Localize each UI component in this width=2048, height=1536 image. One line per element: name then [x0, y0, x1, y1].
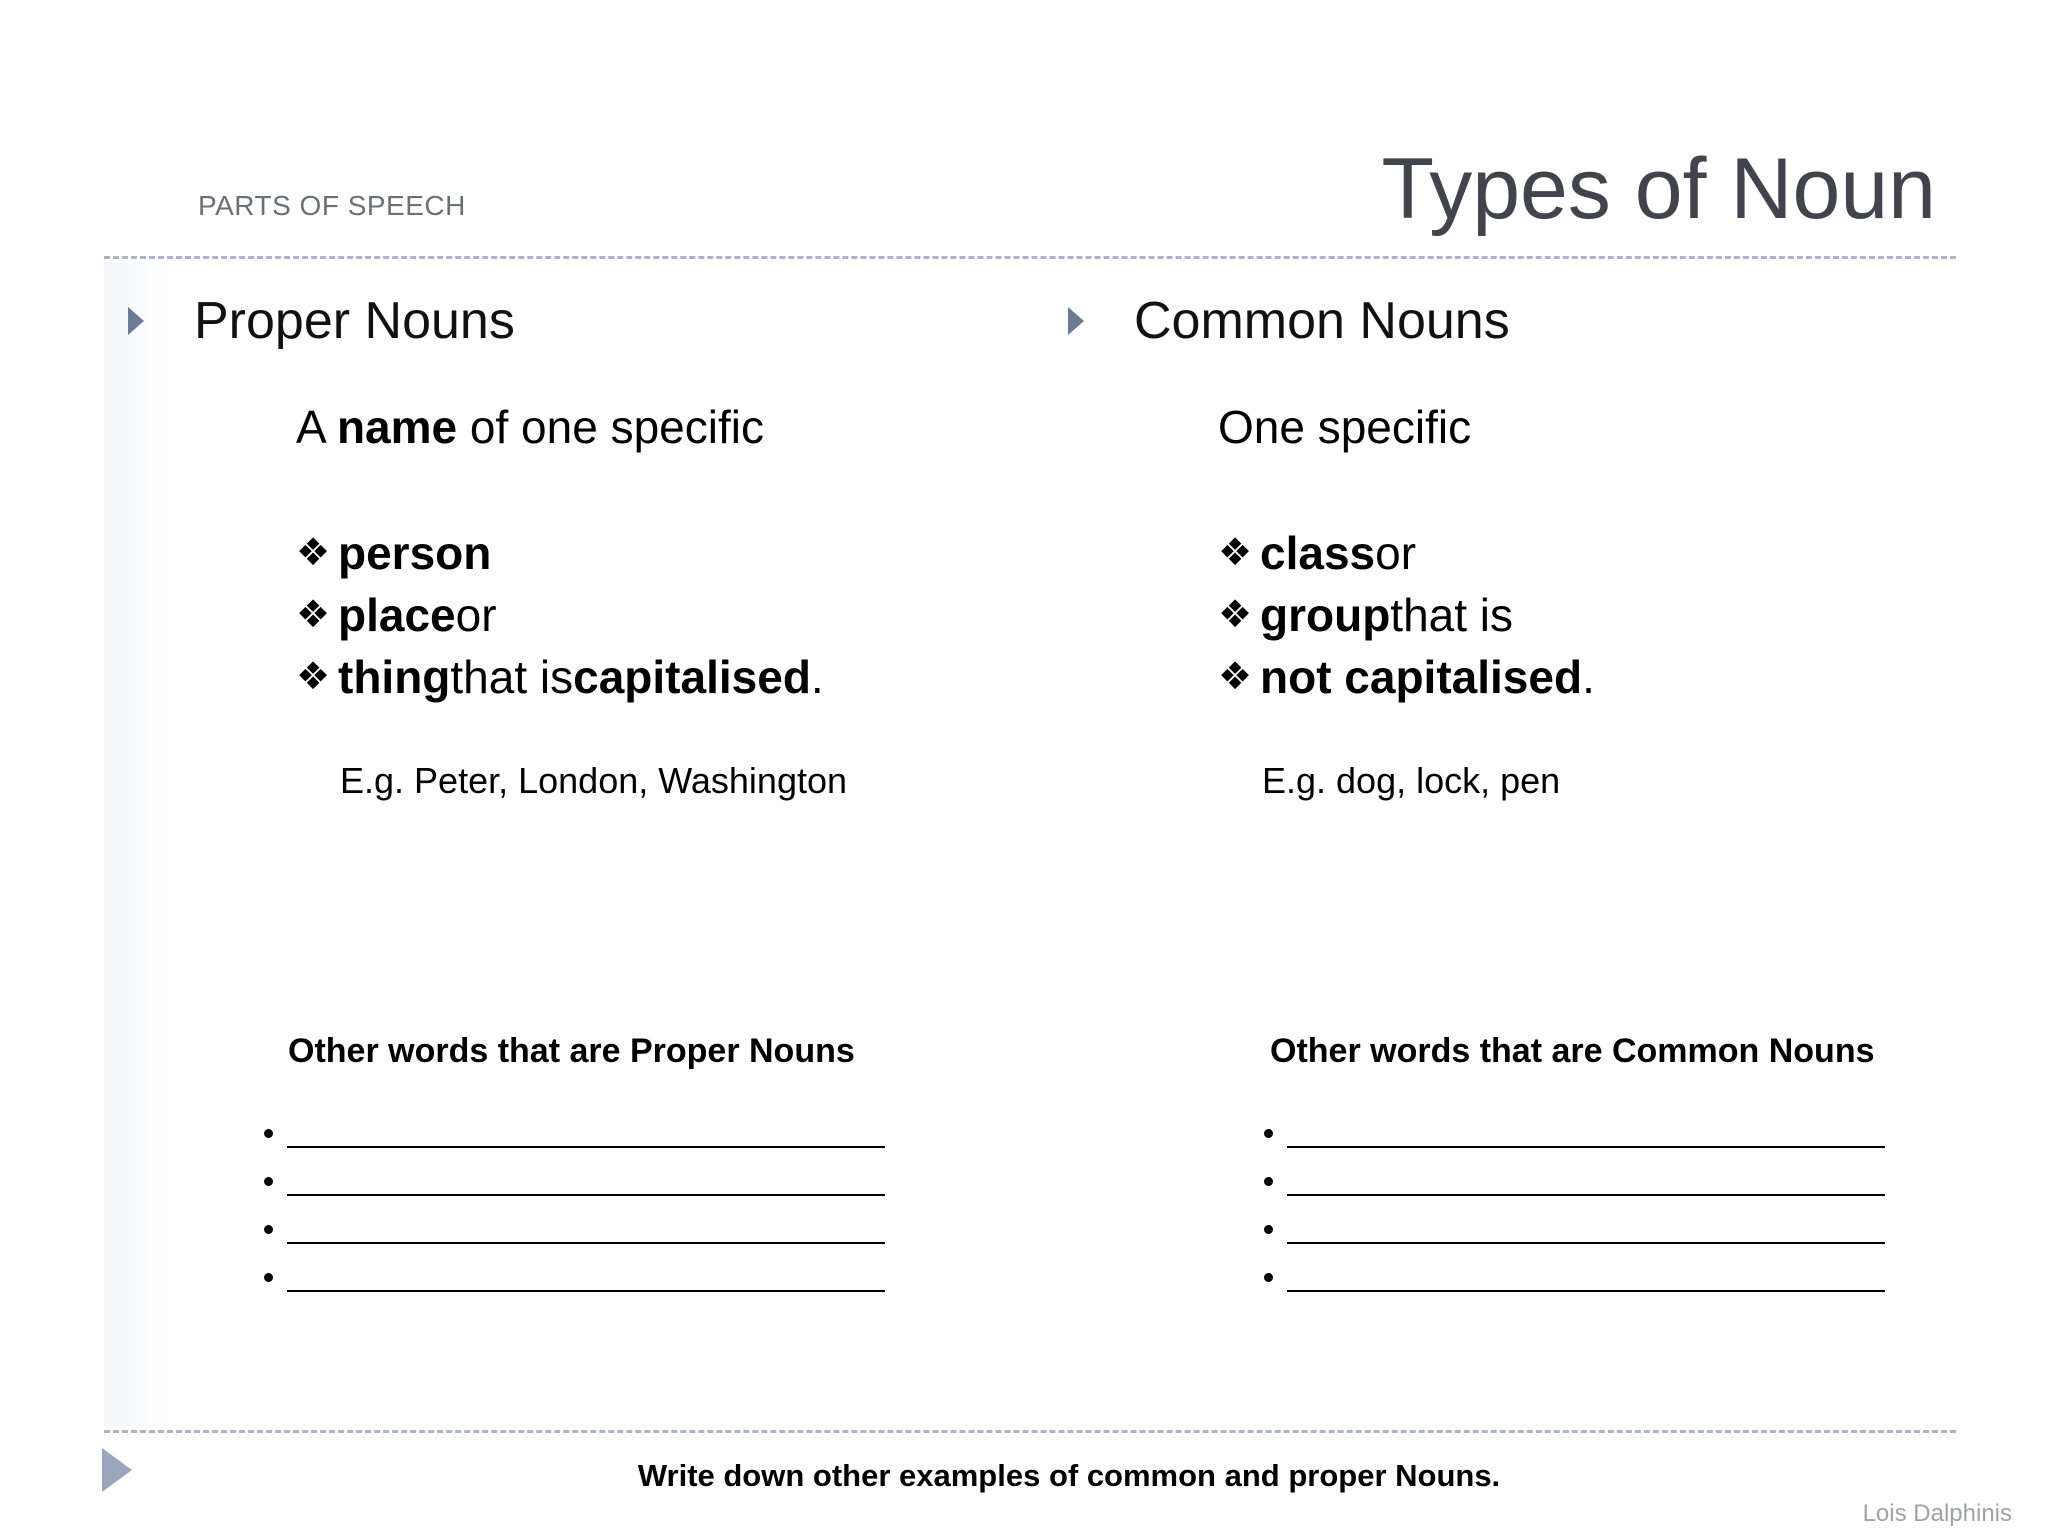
blank-line-item[interactable] [1264, 1158, 1904, 1206]
bullet-dot-icon [264, 1129, 273, 1138]
common-bullet-item [1218, 584, 1595, 646]
footer-instruction: Write down other examples of common and proper Nouns. [637, 1458, 1501, 1493]
bullet-dot-icon [264, 1225, 273, 1234]
blank-line-item[interactable] [1264, 1110, 1904, 1158]
proper-nouns-column [122, 286, 1002, 356]
common-bullet-list [1218, 522, 1595, 708]
common-bullet-bold: class [1260, 527, 1376, 579]
proper-bullet-bold: thing [338, 651, 451, 703]
diamond-bullet-icon: ❖ [296, 656, 331, 698]
common-nouns-column [1062, 286, 1942, 356]
proper-nouns-heading [122, 286, 1002, 356]
proper-bullet-item [296, 584, 824, 646]
proper-bullet-list [296, 522, 824, 708]
top-divider [104, 256, 1956, 259]
write-line[interactable] [1287, 1146, 1885, 1148]
common-definition [1218, 400, 1471, 454]
triangle-bullet-icon [1068, 307, 1084, 335]
blank-line-item[interactable] [1264, 1206, 1904, 1254]
diamond-bullet-icon: ❖ [296, 532, 331, 574]
common-bullet-item [1218, 522, 1595, 584]
proper-definition-pre: A [296, 401, 337, 453]
proper-nouns-heading-text: Proper Nouns [194, 292, 515, 350]
proper-bullet-bold: person [338, 527, 492, 579]
write-line[interactable] [287, 1290, 885, 1292]
proper-bullet-bold-2: capitalised [573, 651, 811, 703]
proper-bullet-rest: or [455, 589, 497, 641]
common-example: E.g. dog, lock, pen [1262, 760, 1561, 801]
bullet-dot-icon [264, 1177, 273, 1186]
proper-blank-list [264, 1110, 904, 1302]
common-bullet-rest: or [1375, 527, 1417, 579]
proper-bullet-item [296, 646, 824, 708]
blank-line-item[interactable] [1264, 1254, 1904, 1302]
bullet-dot-icon [1264, 1273, 1273, 1282]
blank-line-item[interactable] [264, 1206, 904, 1254]
common-bullet-end: . [1582, 651, 1595, 703]
common-bullet-bold: not capitalised [1260, 651, 1583, 703]
diamond-bullet-icon: ❖ [296, 594, 331, 636]
common-nouns-heading-text: Common Nouns [1134, 292, 1510, 350]
write-line[interactable] [287, 1146, 885, 1148]
slide-title: Types of Noun [1381, 141, 1936, 237]
common-bullet-item [1218, 646, 1595, 708]
write-line[interactable] [287, 1242, 885, 1244]
bullet-dot-icon [1264, 1177, 1273, 1186]
proper-definition [296, 400, 764, 454]
proper-bullet-end: . [810, 651, 824, 703]
bottom-divider [104, 1430, 1956, 1433]
proper-bullet-rest: that is [450, 651, 574, 703]
section-label: PARTS OF SPEECH [198, 190, 466, 221]
blank-line-item[interactable] [264, 1158, 904, 1206]
diamond-bullet-icon: ❖ [1218, 594, 1253, 636]
write-line[interactable] [287, 1194, 885, 1196]
common-definition-pre: One specific [1218, 401, 1472, 453]
proper-example: E.g. Peter, London, Washington [340, 760, 848, 801]
proper-other-heading: Other words that are Proper Nouns [288, 1032, 855, 1070]
proper-definition-post: of one specific [457, 401, 764, 453]
bullet-dot-icon [1264, 1129, 1273, 1138]
author-credit: Lois Dalphinis [1862, 1500, 2012, 1527]
write-line[interactable] [1287, 1242, 1885, 1244]
diamond-bullet-icon: ❖ [1218, 532, 1253, 574]
common-nouns-heading [1062, 286, 1942, 356]
proper-bullet-bold: place [338, 589, 456, 641]
proper-definition-bold: name [336, 401, 458, 453]
left-shade-band [104, 262, 166, 1426]
common-bullet-bold: group [1260, 589, 1391, 641]
bullet-dot-icon [264, 1273, 273, 1282]
proper-bullet-item [296, 522, 824, 584]
common-blank-list [1264, 1110, 1904, 1302]
triangle-bullet-icon [128, 307, 144, 335]
write-line[interactable] [1287, 1290, 1885, 1292]
diamond-bullet-icon: ❖ [1218, 656, 1253, 698]
common-other-heading: Other words that are Common Nouns [1270, 1032, 1875, 1070]
common-bullet-rest: that is [1390, 589, 1514, 641]
bullet-dot-icon [1264, 1225, 1273, 1234]
blank-line-item[interactable] [264, 1110, 904, 1158]
write-line[interactable] [1287, 1194, 1885, 1196]
blank-line-item[interactable] [264, 1254, 904, 1302]
